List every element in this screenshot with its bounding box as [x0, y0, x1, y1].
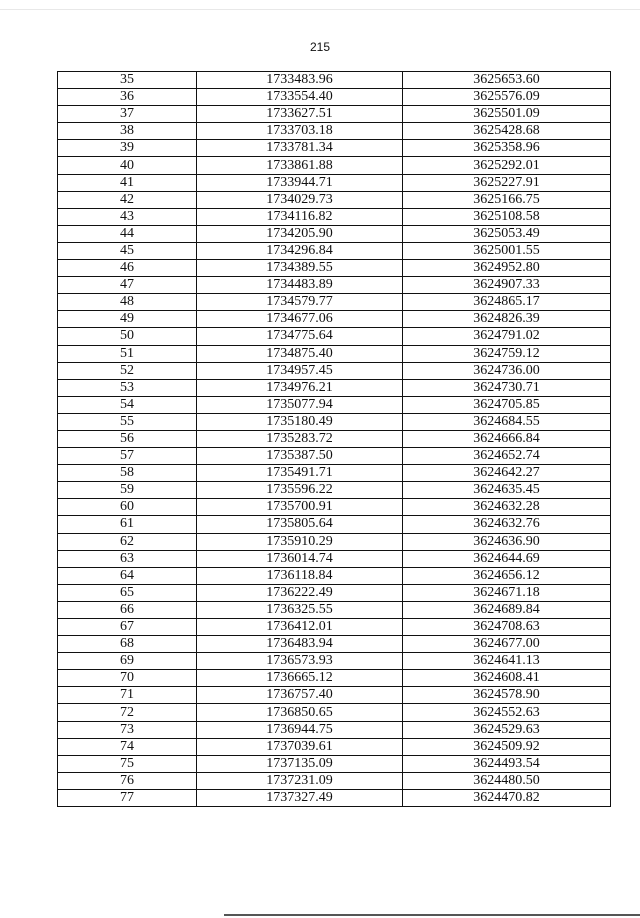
- x-coordinate-cell: 1733483.96: [197, 72, 403, 89]
- y-coordinate-cell: 3624826.39: [403, 311, 611, 328]
- table-row: [58, 448, 611, 465]
- y-coordinate-cell: 3624529.63: [403, 721, 611, 738]
- y-coordinate-cell: 3625053.49: [403, 225, 611, 242]
- y-coordinate-cell: 3624493.54: [403, 755, 611, 772]
- point-number-cell: 38: [58, 123, 197, 140]
- table-row: [58, 311, 611, 328]
- coordinates-table: [57, 71, 611, 807]
- y-coordinate-cell: 3624677.00: [403, 636, 611, 653]
- table-row: [58, 72, 611, 89]
- point-number-cell: 39: [58, 140, 197, 157]
- point-number-cell: 65: [58, 584, 197, 601]
- point-number-cell: 49: [58, 311, 197, 328]
- x-coordinate-cell: 1736757.40: [197, 687, 403, 704]
- point-number-cell: 58: [58, 465, 197, 482]
- point-number-cell: 48: [58, 294, 197, 311]
- y-coordinate-cell: 3624608.41: [403, 670, 611, 687]
- x-coordinate-cell: 1733944.71: [197, 174, 403, 191]
- point-number-cell: 51: [58, 345, 197, 362]
- table-row: [58, 738, 611, 755]
- y-coordinate-cell: 3625576.09: [403, 89, 611, 106]
- point-number-cell: 37: [58, 106, 197, 123]
- table-row: [58, 670, 611, 687]
- x-coordinate-cell: 1736483.94: [197, 636, 403, 653]
- x-coordinate-cell: 1736118.84: [197, 567, 403, 584]
- point-number-cell: 57: [58, 448, 197, 465]
- table-row: [58, 772, 611, 789]
- point-number-cell: 63: [58, 550, 197, 567]
- x-coordinate-cell: 1733554.40: [197, 89, 403, 106]
- x-coordinate-cell: 1734483.89: [197, 277, 403, 294]
- table-row: [58, 362, 611, 379]
- y-coordinate-cell: 3624791.02: [403, 328, 611, 345]
- y-coordinate-cell: 3624642.27: [403, 465, 611, 482]
- y-coordinate-cell: 3624578.90: [403, 687, 611, 704]
- x-coordinate-cell: 1736412.01: [197, 619, 403, 636]
- table-row: [58, 191, 611, 208]
- y-coordinate-cell: 3624509.92: [403, 738, 611, 755]
- x-coordinate-cell: 1735910.29: [197, 533, 403, 550]
- point-number-cell: 46: [58, 260, 197, 277]
- x-coordinate-cell: 1737231.09: [197, 772, 403, 789]
- table-row: [58, 653, 611, 670]
- point-number-cell: 52: [58, 362, 197, 379]
- table-row: [58, 413, 611, 430]
- point-number-cell: 64: [58, 567, 197, 584]
- x-coordinate-cell: 1736944.75: [197, 721, 403, 738]
- y-coordinate-cell: 3624641.13: [403, 653, 611, 670]
- point-number-cell: 47: [58, 277, 197, 294]
- x-coordinate-cell: 1734029.73: [197, 191, 403, 208]
- x-coordinate-cell: 1737327.49: [197, 789, 403, 806]
- point-number-cell: 69: [58, 653, 197, 670]
- x-coordinate-cell: 1734579.77: [197, 294, 403, 311]
- point-number-cell: 68: [58, 636, 197, 653]
- y-coordinate-cell: 3625292.01: [403, 157, 611, 174]
- point-number-cell: 70: [58, 670, 197, 687]
- table-row: [58, 755, 611, 772]
- y-coordinate-cell: 3624952.80: [403, 260, 611, 277]
- x-coordinate-cell: 1734677.06: [197, 311, 403, 328]
- point-number-cell: 76: [58, 772, 197, 789]
- y-coordinate-cell: 3624671.18: [403, 584, 611, 601]
- y-coordinate-cell: 3624636.90: [403, 533, 611, 550]
- point-number-cell: 53: [58, 379, 197, 396]
- table-row: [58, 516, 611, 533]
- table-row: [58, 345, 611, 362]
- point-number-cell: 42: [58, 191, 197, 208]
- table-row: [58, 482, 611, 499]
- y-coordinate-cell: 3625166.75: [403, 191, 611, 208]
- y-coordinate-cell: 3624652.74: [403, 448, 611, 465]
- y-coordinate-cell: 3625108.58: [403, 208, 611, 225]
- y-coordinate-cell: 3624656.12: [403, 567, 611, 584]
- y-coordinate-cell: 3624684.55: [403, 413, 611, 430]
- y-coordinate-cell: 3625001.55: [403, 242, 611, 259]
- table-row: [58, 499, 611, 516]
- table-row: [58, 550, 611, 567]
- x-coordinate-cell: 1733861.88: [197, 157, 403, 174]
- y-coordinate-cell: 3624632.28: [403, 499, 611, 516]
- point-number-cell: 54: [58, 396, 197, 413]
- point-number-cell: 75: [58, 755, 197, 772]
- point-number-cell: 62: [58, 533, 197, 550]
- table-row: [58, 619, 611, 636]
- point-number-cell: 55: [58, 413, 197, 430]
- y-coordinate-cell: 3624480.50: [403, 772, 611, 789]
- y-coordinate-cell: 3624759.12: [403, 345, 611, 362]
- x-coordinate-cell: 1734116.82: [197, 208, 403, 225]
- table-row: [58, 430, 611, 447]
- y-coordinate-cell: 3625358.96: [403, 140, 611, 157]
- y-coordinate-cell: 3625653.60: [403, 72, 611, 89]
- y-coordinate-cell: 3624632.76: [403, 516, 611, 533]
- table-row: [58, 721, 611, 738]
- y-coordinate-cell: 3625501.09: [403, 106, 611, 123]
- y-coordinate-cell: 3625227.91: [403, 174, 611, 191]
- table-row: [58, 260, 611, 277]
- x-coordinate-cell: 1735180.49: [197, 413, 403, 430]
- x-coordinate-cell: 1735283.72: [197, 430, 403, 447]
- page-number: 215: [309, 40, 331, 54]
- point-number-cell: 45: [58, 242, 197, 259]
- point-number-cell: 35: [58, 72, 197, 89]
- x-coordinate-cell: 1734775.64: [197, 328, 403, 345]
- point-number-cell: 40: [58, 157, 197, 174]
- table-row: [58, 277, 611, 294]
- x-coordinate-cell: 1736014.74: [197, 550, 403, 567]
- table-row: [58, 379, 611, 396]
- table-row: [58, 601, 611, 618]
- x-coordinate-cell: 1733627.51: [197, 106, 403, 123]
- y-coordinate-cell: 3624736.00: [403, 362, 611, 379]
- x-coordinate-cell: 1736325.55: [197, 601, 403, 618]
- y-coordinate-cell: 3624552.63: [403, 704, 611, 721]
- y-coordinate-cell: 3624730.71: [403, 379, 611, 396]
- scan-bottom-edge: [224, 914, 640, 916]
- y-coordinate-cell: 3624644.69: [403, 550, 611, 567]
- x-coordinate-cell: 1737039.61: [197, 738, 403, 755]
- table-row: [58, 140, 611, 157]
- point-number-cell: 71: [58, 687, 197, 704]
- x-coordinate-cell: 1736850.65: [197, 704, 403, 721]
- table-row: [58, 465, 611, 482]
- x-coordinate-cell: 1735077.94: [197, 396, 403, 413]
- table-row: [58, 533, 611, 550]
- table-row: [58, 584, 611, 601]
- y-coordinate-cell: 3624689.84: [403, 601, 611, 618]
- point-number-cell: 73: [58, 721, 197, 738]
- x-coordinate-cell: 1733781.34: [197, 140, 403, 157]
- table-row: [58, 174, 611, 191]
- point-number-cell: 50: [58, 328, 197, 345]
- x-coordinate-cell: 1736222.49: [197, 584, 403, 601]
- table-row: [58, 225, 611, 242]
- table-row: [58, 106, 611, 123]
- point-number-cell: 44: [58, 225, 197, 242]
- table-row: [58, 396, 611, 413]
- point-number-cell: 74: [58, 738, 197, 755]
- table-row: [58, 123, 611, 140]
- x-coordinate-cell: 1736573.93: [197, 653, 403, 670]
- table-row: [58, 208, 611, 225]
- y-coordinate-cell: 3624705.85: [403, 396, 611, 413]
- table-row: [58, 636, 611, 653]
- y-coordinate-cell: 3625428.68: [403, 123, 611, 140]
- y-coordinate-cell: 3624635.45: [403, 482, 611, 499]
- table-row: [58, 328, 611, 345]
- point-number-cell: 72: [58, 704, 197, 721]
- x-coordinate-cell: 1733703.18: [197, 123, 403, 140]
- table-row: [58, 567, 611, 584]
- point-number-cell: 41: [58, 174, 197, 191]
- x-coordinate-cell: 1734296.84: [197, 242, 403, 259]
- table-row: [58, 789, 611, 806]
- x-coordinate-cell: 1736665.12: [197, 670, 403, 687]
- table-row: [58, 294, 611, 311]
- x-coordinate-cell: 1735805.64: [197, 516, 403, 533]
- x-coordinate-cell: 1735491.71: [197, 465, 403, 482]
- y-coordinate-cell: 3624470.82: [403, 789, 611, 806]
- y-coordinate-cell: 3624708.63: [403, 619, 611, 636]
- point-number-cell: 59: [58, 482, 197, 499]
- point-number-cell: 61: [58, 516, 197, 533]
- y-coordinate-cell: 3624865.17: [403, 294, 611, 311]
- x-coordinate-cell: 1734875.40: [197, 345, 403, 362]
- point-number-cell: 66: [58, 601, 197, 618]
- x-coordinate-cell: 1734976.21: [197, 379, 403, 396]
- table-row: [58, 242, 611, 259]
- table-row: [58, 704, 611, 721]
- table-row: [58, 687, 611, 704]
- x-coordinate-cell: 1734389.55: [197, 260, 403, 277]
- point-number-cell: 43: [58, 208, 197, 225]
- table-row: [58, 89, 611, 106]
- point-number-cell: 36: [58, 89, 197, 106]
- point-number-cell: 56: [58, 430, 197, 447]
- point-number-cell: 60: [58, 499, 197, 516]
- table-row: [58, 157, 611, 174]
- x-coordinate-cell: 1737135.09: [197, 755, 403, 772]
- y-coordinate-cell: 3624666.84: [403, 430, 611, 447]
- coordinates-table-body: [58, 72, 611, 807]
- x-coordinate-cell: 1735596.22: [197, 482, 403, 499]
- y-coordinate-cell: 3624907.33: [403, 277, 611, 294]
- scan-top-edge: [0, 9, 640, 10]
- point-number-cell: 67: [58, 619, 197, 636]
- x-coordinate-cell: 1734205.90: [197, 225, 403, 242]
- point-number-cell: 77: [58, 789, 197, 806]
- x-coordinate-cell: 1734957.45: [197, 362, 403, 379]
- x-coordinate-cell: 1735700.91: [197, 499, 403, 516]
- x-coordinate-cell: 1735387.50: [197, 448, 403, 465]
